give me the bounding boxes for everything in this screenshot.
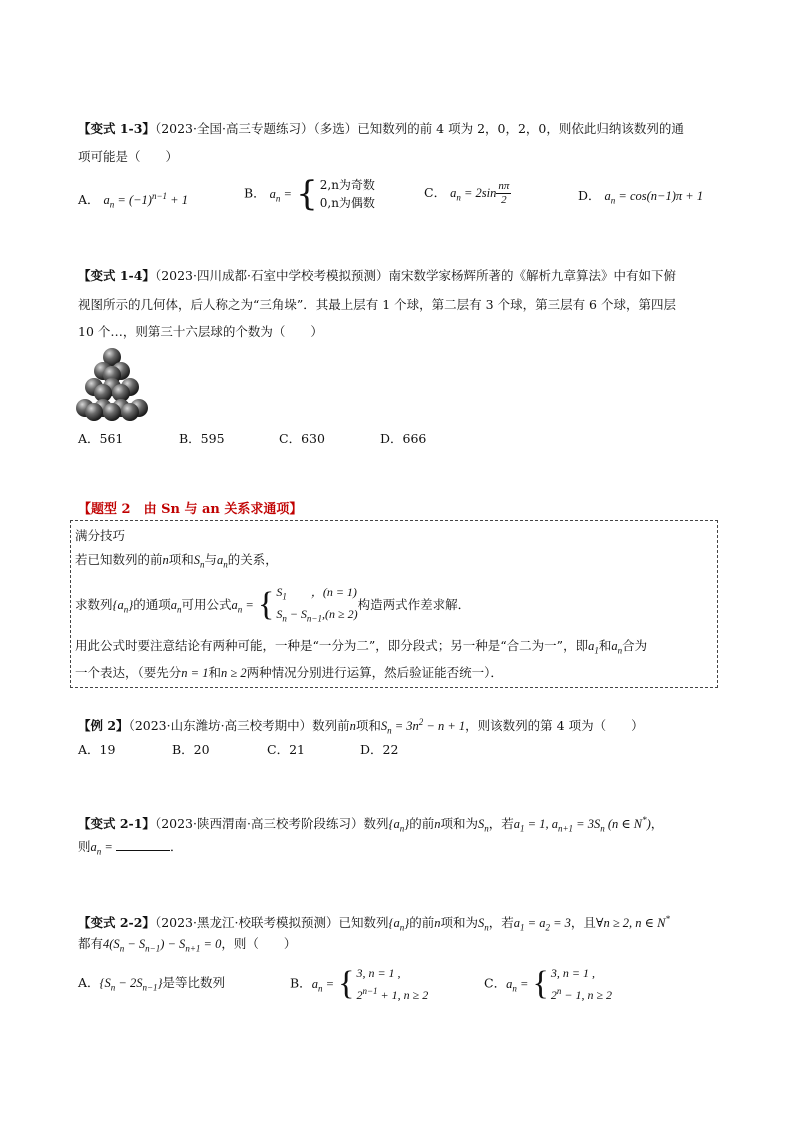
- v21-an-set: $\{a_n\}$: [388, 817, 410, 834]
- tips-heading: 满分技巧: [75, 528, 126, 543]
- ex2-sn-formula: $S_n = 3n^2 - n + 1$: [380, 717, 466, 736]
- v21-condition: $a_1 = 1$, $a_{n+1} = 3S_n$ (n ∈ N*): [513, 815, 651, 834]
- tips-line4-a: 一个表达，（要先分: [75, 665, 182, 680]
- v13-option-b-formula: $a_n$ =: [269, 186, 296, 203]
- tips-n-geq-2: n ≥ 2: [220, 666, 247, 680]
- v13-option-c-denominator: 2: [501, 194, 507, 206]
- ex2-stem-b: 项和: [355, 718, 381, 734]
- tips-line4-c: 两种情况分别进行运算，然后验证能否统一）．: [246, 665, 503, 680]
- v21-an-eq: $a_n$ =: [90, 840, 116, 857]
- tips-line4: [75, 664, 503, 682]
- v22-line2-b: ，则（ ）: [221, 936, 297, 951]
- v22-option-a[interactable]: [78, 974, 225, 997]
- tips-a1: $a_1$: [588, 639, 599, 656]
- tips-line1-a: 若已知数列的前: [75, 552, 163, 567]
- v22-line2-a: 都有: [78, 936, 104, 951]
- tips-line3-c: 合为: [622, 638, 648, 653]
- ex2-stem-c: ，则该数列的第 4 项为（ ）: [465, 718, 644, 734]
- v22-stem-d: ，若: [488, 915, 514, 931]
- v22-stem-c: 项和为: [440, 915, 478, 931]
- tips-line1-b: 项和: [168, 552, 194, 567]
- v21-stem-e: ，: [650, 816, 664, 832]
- v21-line2-text: 则: [78, 839, 91, 854]
- tips-line3-a: 用此公式时要注意结论有两种可能，一种是“一分为二”，即分段式；另一种是“合二为一”，即: [75, 638, 589, 653]
- v13-option-b-case2: 0,n为偶数: [319, 196, 375, 210]
- v13-option-b-label: B．: [244, 185, 266, 201]
- tips-box: [70, 520, 718, 688]
- tips-formula: $a_n$ =: [231, 597, 257, 615]
- v22-option-c-case1: 3, n = 1 ,: [550, 966, 595, 980]
- v14-option-a[interactable]: A．561: [78, 431, 124, 446]
- v13-option-c-label: C．: [424, 185, 447, 200]
- tips-line1-d: 的关系，: [227, 552, 278, 567]
- v22-option-a-text: 是等比数列: [162, 975, 226, 990]
- tips-case2: $S_n - S_{n-1},(n \ge 2)$: [276, 607, 358, 624]
- section-title: 【题型 2 由 Sn 与 an 关系求通项】: [78, 502, 303, 517]
- v13-option-c[interactable]: [424, 180, 511, 207]
- v14-stem1: 南宋数学家杨辉所著的《解析九章算法》中有如下俯: [388, 268, 676, 283]
- tips-n-eq-1: n = 1: [181, 666, 209, 680]
- v21-stem-a: 数列: [363, 816, 389, 832]
- tips-line1: [75, 551, 278, 574]
- tips-line2-b: 的通项: [133, 596, 171, 612]
- tips-line1-c: 与: [204, 552, 218, 567]
- tips-line2-a: 求数列: [75, 596, 113, 612]
- tips-case1: $S_1$ ，(n = 1): [276, 585, 357, 602]
- ex2-option-b[interactable]: B．20: [172, 742, 210, 757]
- v22-an-set: $\{a_n\}$: [388, 916, 410, 933]
- v22-stem-b: 的前: [409, 915, 435, 931]
- ex2-option-d[interactable]: D．22: [360, 742, 399, 757]
- v13-stem-line1: [78, 120, 684, 138]
- ex2-stem-a: 数列前: [312, 718, 350, 734]
- tips-line2-d: 构造两式作差求解．: [357, 596, 471, 612]
- v22-stem-e: ，且: [570, 915, 596, 931]
- v21-sn: $S_n$: [478, 817, 489, 834]
- v21-stem: [78, 811, 663, 838]
- tips-n: n: [162, 553, 169, 567]
- v14-option-c[interactable]: C．630: [279, 431, 325, 446]
- v14-option-d[interactable]: D．666: [380, 431, 427, 446]
- v22-relation: $4(S_n - S_{n-1}) - S_{n+1} = 0$: [103, 937, 222, 954]
- v22-option-a-formula: $\{S_n - 2S_{n-1}\}$: [99, 976, 163, 993]
- v14-option-b[interactable]: B．595: [179, 431, 225, 446]
- tips-an-2: $a_n$: [170, 597, 182, 615]
- v22-cond1: $a_1 = a_2 = 3$: [513, 916, 571, 933]
- v13-stem-line2: 项可能是（ ）: [78, 149, 179, 164]
- v22-option-b-case1: 3, n = 1 ,: [356, 966, 401, 980]
- v13-option-a[interactable]: [78, 187, 188, 214]
- v13-option-c-formula: $a_n = 2\sin$: [450, 186, 497, 203]
- v21-tag: 【变式 2-1】: [78, 816, 155, 832]
- v22-option-c-label: C．: [484, 975, 507, 991]
- v22-stem: [78, 910, 670, 937]
- v13-option-b-case1: 2,n为奇数: [319, 178, 375, 192]
- v22-option-b[interactable]: B．$a_n$ = { 3, n = 1 , $2^{n-1} + 1$, n ≥ 2: [290, 965, 429, 1002]
- tips-line2: 求数列$\{a_n\}$的通项$a_n$可用公式$a_n$ = { $S_1$ ，(n = 1) $S_n - S_{n-1},(n \ge 2)$ 构造两式作差求解．: [75, 583, 470, 628]
- v13-option-d-formula: $a_n = \cos(n-1)\pi + 1$: [604, 189, 704, 206]
- v22-sn: $S_n$: [478, 916, 489, 933]
- tips-line3: [75, 637, 647, 660]
- v22-option-c[interactable]: C．$a_n$ = { 3, n = 1 , $2^n - 1$, n ≥ 2: [484, 965, 613, 1002]
- v14-stem-line2: 视图所示的几何体，后人称之为“三角垛”．其最上层有 1 个球，第二层有 3 个球，第三层有 6 个球，第四层: [78, 297, 676, 312]
- ex2-stem: [78, 713, 644, 740]
- v13-source: （2023·全国·高三专题练习）（多选）: [154, 121, 358, 136]
- v13-option-d[interactable]: [578, 187, 703, 210]
- v22-option-c-an: $a_n$ =: [506, 976, 532, 993]
- v21-stem-d: ，若: [488, 816, 514, 832]
- tips-an-3: $a_n$: [611, 639, 623, 656]
- ex2-option-a[interactable]: A．19: [78, 742, 116, 757]
- v21-stem-b: 的前: [409, 816, 435, 832]
- v22-line2: [78, 935, 296, 958]
- v22-option-b-label: B．: [290, 975, 312, 991]
- v14-tag: 【变式 1-4】: [78, 268, 155, 283]
- v14-stem-line1: [78, 267, 676, 285]
- ex2-option-c[interactable]: C．21: [267, 742, 305, 757]
- v22-source: （2023·黑龙江·校联考模拟预测）: [154, 915, 339, 931]
- tips-case1-cond: ，(n = 1): [310, 585, 357, 599]
- ball-pyramid-image: [72, 345, 152, 425]
- v21-n: n: [434, 817, 441, 832]
- v21-stem-c: 项和为: [440, 816, 478, 832]
- v13-option-a-formula: $a_n = (-1)^{n-1} + 1$: [103, 191, 188, 210]
- v22-option-b-case2: $2^{n-1} + 1$, n ≥ 2: [356, 986, 429, 1002]
- tips-an-set: $\{a_n\}$: [112, 597, 134, 615]
- ex2-source: （2023·山东潍坊·高三校考期中）: [128, 718, 313, 734]
- v13-option-d-label: D．: [578, 188, 601, 203]
- v13-tag: 【变式 1-3】: [78, 121, 155, 136]
- tips-line3-b: 和: [598, 638, 612, 653]
- v22-tag: 【变式 2-2】: [78, 915, 155, 931]
- tips-line2-c: 可用公式: [181, 596, 232, 612]
- v22-option-c-case2: $2^n - 1$, n ≥ 2: [550, 986, 613, 1002]
- v22-option-a-label: A．: [78, 975, 100, 990]
- v14-stem-line3: 10 个…，则第三十六层球的个数为（ ）: [78, 324, 323, 339]
- ex2-n: n: [349, 719, 356, 734]
- ex2-tag: 【例 2】: [78, 718, 129, 734]
- tips-line4-b: 和: [208, 665, 221, 680]
- v21-answer-blank[interactable]: [116, 838, 170, 851]
- v21-source: （2023·陕西渭南·高三校考阶段练习）: [154, 816, 364, 832]
- tips-case2-cond: ,(n ≥ 2): [322, 607, 358, 622]
- v14-source: （2023·四川成都·石室中学校考模拟预测）: [154, 268, 389, 283]
- tips-an: $a_n$: [217, 553, 228, 570]
- v13-option-b[interactable]: B． $a_n$ = { 2,n为奇数 0,n为偶数: [244, 174, 375, 214]
- v22-option-b-an: $a_n$ =: [311, 976, 338, 993]
- v13-stem: 已知数列的前 4 项为 2，0，2，0，则依此归纳该数列的通: [357, 121, 684, 136]
- tips-sn: $S_n$: [193, 553, 205, 570]
- v13-option-a-label: A．: [78, 192, 100, 208]
- v13-option-c-numerator: nπ: [498, 180, 510, 192]
- v22-stem-a: 已知数列: [338, 915, 389, 931]
- v21-line2: 则$a_n$ = ．: [78, 839, 183, 857]
- v22-cond2: ∀n ≥ 2, n ∈ N*: [595, 914, 670, 931]
- v22-n: n: [434, 916, 441, 931]
